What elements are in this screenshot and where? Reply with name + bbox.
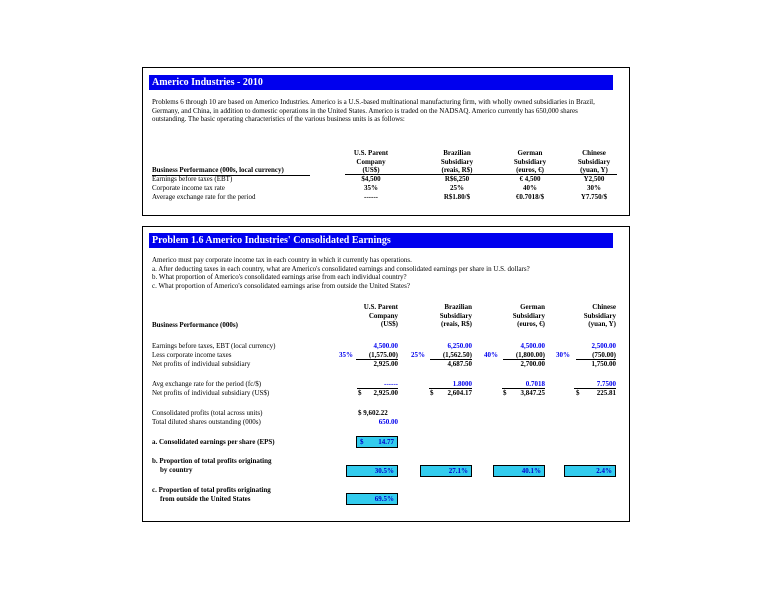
sheet1-col-us: U.S. Parent Company (US$) (353, 149, 389, 175)
sheet2-prop-germany (493, 465, 545, 477)
sheet2-eps-value: 14.77 (378, 438, 394, 446)
sheet2-fx-us: ------ (384, 380, 398, 388)
sheet2-net-brazil: 4,687.50 (430, 359, 472, 369)
sheet2-ebt-china: 2,500.00 (591, 342, 616, 350)
sheet2-outside-value: 69.5% (374, 495, 394, 503)
sheet2-banner: Problem 1.6 Americo Industries' Consolidated Earnings (149, 233, 613, 248)
sheet2-col-germany: German Subsidiary (euros, €) (512, 303, 545, 329)
sheet2-netusd-germany: 3,847.25 (520, 389, 545, 397)
sheet2-intro-line-3: b. What proportion of Americo's consolidated earnings arise from each individual country? (152, 273, 407, 282)
sheet2-prop-china-value: 2.4% (596, 467, 612, 475)
sheet2-tax-germany: (1,800.00) (515, 351, 545, 359)
sheet2-outside-label-2: from outside the United States (160, 495, 251, 503)
sheet2-net-label: Net profits of individual subsidiary (152, 360, 251, 368)
sheet1-ebt-brazil: R$6,250 (444, 175, 470, 183)
sheet1-fx-brazil: R$1.80/$ (443, 193, 471, 201)
sheet2-eps-box (356, 436, 398, 448)
sheet2-prop-us-value: 30.5% (374, 467, 394, 475)
sheet2-fx-label: Avg exchange rate for the period (fc/$) (152, 380, 262, 388)
sheet1-col-china: Chinese Subsidiary (yuan, Y) (577, 149, 611, 175)
sheet2-col-us: U.S. Parent Company (US$) (363, 303, 398, 329)
sheet2-ebt-us: 4,500.00 (373, 342, 398, 350)
sheet2-intro-line-1: Americo must pay corporate income tax in each country in which it currently has operations. (152, 256, 412, 264)
sheet2-net-us: 2,925.00 (356, 359, 398, 369)
sheet2-prop-us (346, 465, 398, 477)
sheet2-prop-germany-value: 40.1% (521, 467, 541, 475)
sheet2-netusd-germany-dollar: $ (503, 389, 507, 397)
sheet2-eps-dollar: $ (360, 438, 364, 446)
sheet2-net-china: 1,750.00 (576, 359, 616, 369)
sheet2-intro-line-2: a. After deducting taxes in each country, what are Americo's consolidated earnings and consolidated earnings per share in U.S. dollars? (152, 264, 530, 273)
sheet2-tax-label: Less corporate income taxes (152, 351, 232, 359)
sheet1-ebt-china: Y2,500 (583, 175, 605, 183)
sheet2-eps-label: a. Consolidated earnings per share (EPS) (152, 438, 275, 446)
sheet2-prop-brazil-value: 27.1% (448, 467, 468, 475)
sheet2-netusd-label: Net profits of individual subsidiary (US$) (152, 389, 270, 397)
sheet2-tax-brazil: (1,562.50) (442, 351, 472, 359)
sheet2-netusd-us-dollar: $ (358, 389, 362, 397)
sheet2-ebt-label: Earnings before taxes, EBT (local currency) (152, 342, 276, 350)
sheet2-ebt-germany: 4,500.00 (520, 342, 545, 350)
sheet2-outside-box (346, 493, 398, 505)
sheet2-fx-germany: 0.7018 (525, 380, 545, 388)
sheet2-prop-label-2: by country (160, 466, 193, 474)
sheet2-consol-value: $ 9,602.22 (358, 409, 388, 417)
sheet2-intro-line-4: c. What proportion of Americo's consolidated earnings arise from outside the United States? (152, 281, 410, 290)
sheet1-ebt-germany: € 4,500 (519, 175, 541, 183)
sheet2-intro (152, 256, 622, 290)
sheet2-prop-brazil (420, 465, 472, 477)
sheet2-col-brazil: Brazilian Subsidiary (reais, R$) (439, 303, 472, 329)
sheet2-rate-us: 35% (339, 351, 353, 359)
sheet2-fx-brazil: 1.8000 (452, 380, 472, 388)
sheet2-prop-label-1: b. Proportion of total profits originating (152, 457, 272, 465)
sheet2-netusd-brazil-dollar: $ (430, 389, 434, 397)
sheet1-banner: Americo Industries - 2010 (149, 75, 613, 90)
sheet1-tax-china: 30% (587, 184, 601, 192)
sheet1-fx-china: Y7.750/$ (580, 193, 608, 201)
sheet2-netusd-china-dollar: $ (576, 389, 580, 397)
sheet1-row-tax-label: Corporate income tax rate (152, 184, 225, 192)
sheet2-col-china: Chinese Subsidiary (yuan, Y) (583, 303, 616, 329)
sheet1-intro: Problems 6 through 10 are based on Americo Industries. Americo is a U.S.-based multinational manufacturing firm, with wholly owned subsidiaries in Brazil, Germany, and China, in addition to domestic operations in the United States. Americo is traded on the NADSAQ. Americo currently has 650,000 shares outstanding. The basic operating characteristics of the various business units is as follows: (152, 98, 595, 124)
sheet2-shares-label: Total diluted shares outstanding (000s) (152, 418, 261, 426)
sheet2-rate-china: 30% (556, 351, 570, 359)
sheet1-row-header: Business Performance (000s, local currency) (152, 166, 310, 176)
sheet1-tax-germany: 40% (523, 184, 537, 192)
sheet1-row-ebt-label: Earnings before taxes (EBT) (152, 175, 233, 183)
sheet1-tax-brazil: 25% (450, 184, 464, 192)
sheet2-rate-germany: 40% (484, 351, 498, 359)
sheet1-col-germany: German Subsidiary (euros, €) (513, 149, 547, 175)
sheet2-fx-china: 7.7500 (596, 380, 616, 388)
sheet2-net-germany: 2,700.00 (503, 359, 545, 369)
sheet2-rate-brazil: 25% (411, 351, 425, 359)
sheet2-shares-value: 650.00 (378, 418, 398, 426)
sheet1-ebt-us: $4,500 (361, 175, 381, 183)
sheet1-col-brazil: Brazilian Subsidiary (reais, R$) (440, 149, 474, 175)
sheet2-netusd-brazil: 2,604.17 (447, 389, 472, 397)
sheet1-tax-us: 35% (364, 184, 378, 192)
sheet2-ebt-brazil: 6,250.00 (447, 342, 472, 350)
sheet2-netusd-china: 225.81 (596, 389, 616, 397)
sheet1-row-fx-label: Average exchange rate for the period (152, 193, 256, 201)
sheet1-fx-us: ------ (364, 193, 378, 201)
sheet2-row-header: Business Performance (000s) (152, 321, 238, 329)
sheet2-consol-label: Consolidated profits (total across units) (152, 409, 263, 417)
sheet1-fx-germany: €0.7018/$ (515, 193, 545, 201)
sheet2-prop-china (564, 465, 616, 477)
sheet2-netusd-us: 2,925.00 (373, 389, 398, 397)
sheet2-tax-us: (1,575.00) (368, 351, 398, 359)
sheet2-tax-china: (750.00) (592, 351, 616, 359)
sheet2-outside-label-1: c. Proportion of total profits originating (152, 486, 271, 494)
